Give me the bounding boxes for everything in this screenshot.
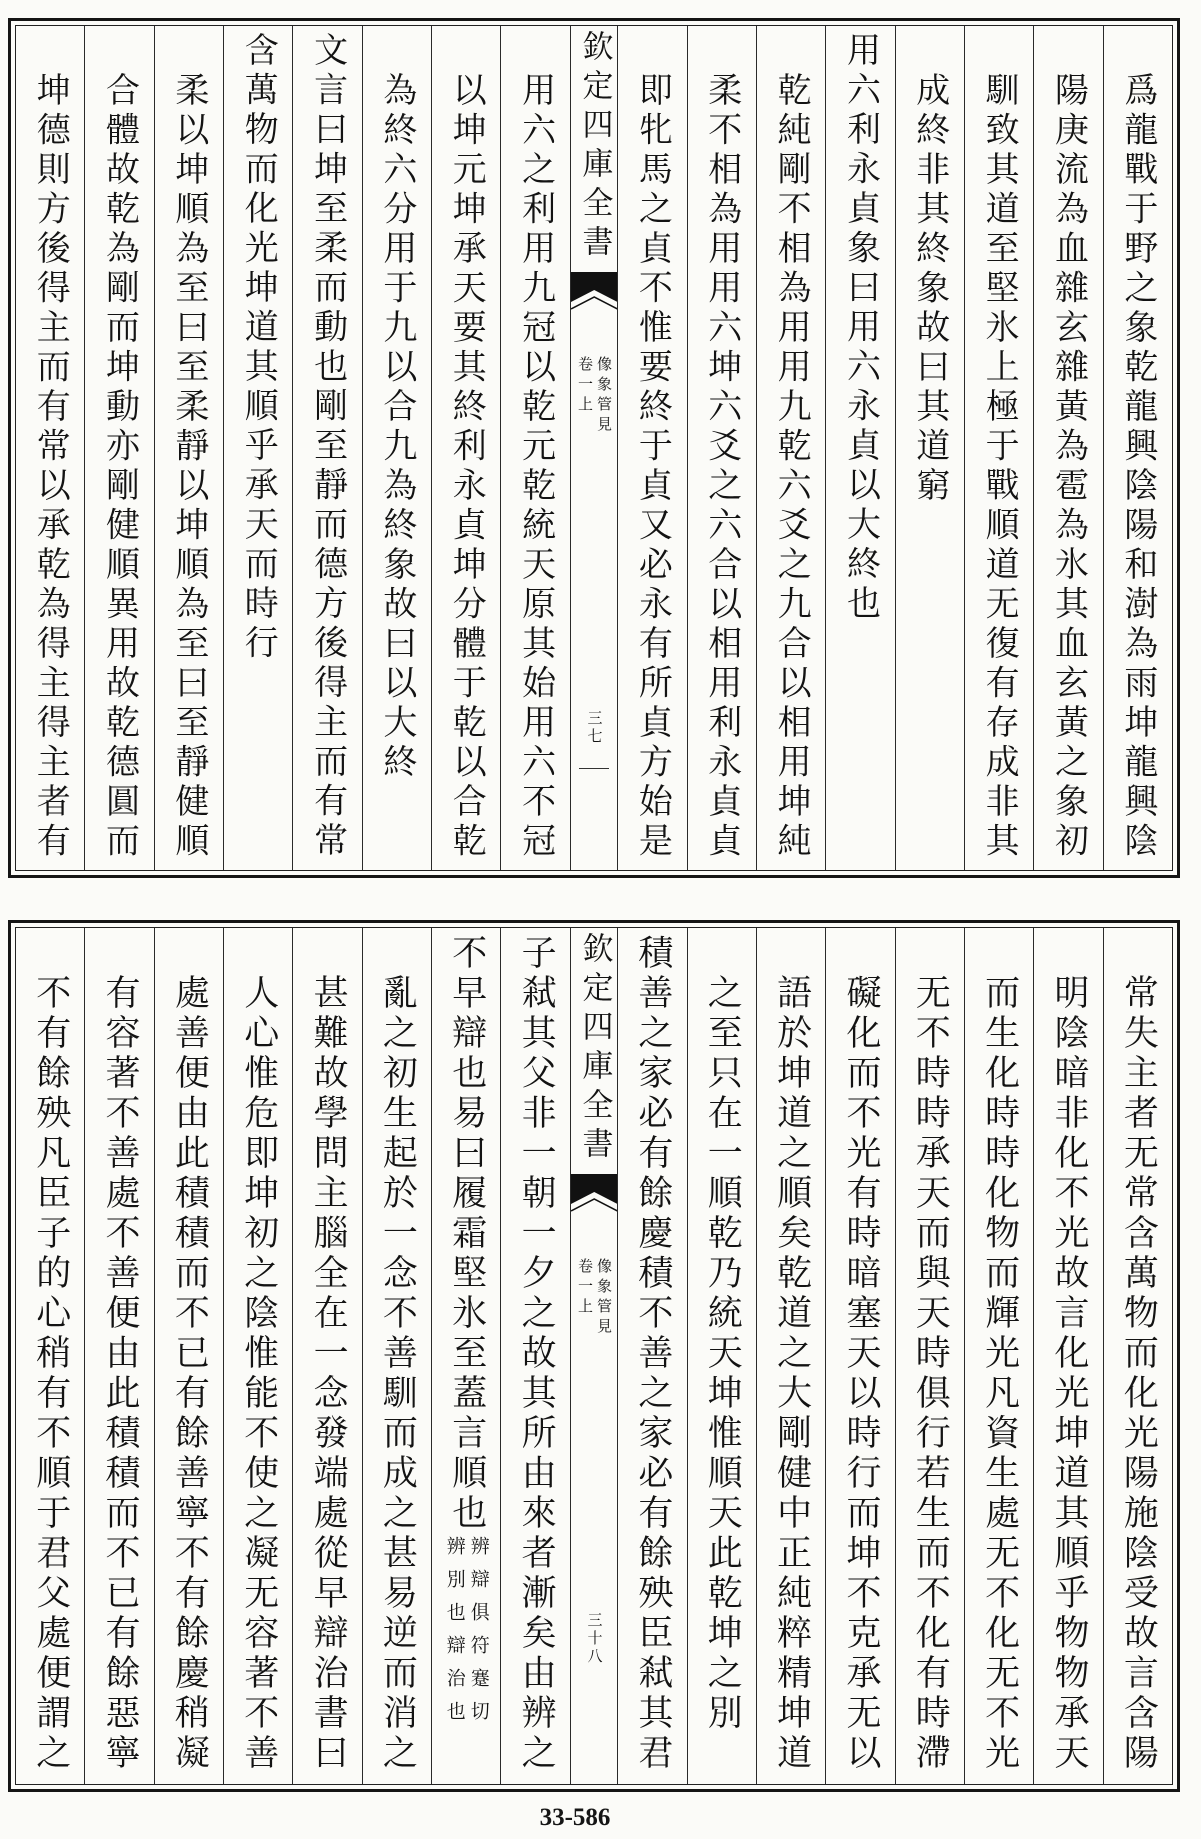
column-text: 用六之利用九冠以乾元乾統天原其始用六不冠 bbox=[515, 71, 556, 862]
column-text: 柔以坤順為至曰至柔靜以坤順為至曰至靜健順 bbox=[168, 71, 209, 862]
column-text: 柔不相為用用六坤六爻之六合以相用利永貞貞 bbox=[701, 71, 742, 862]
text-column bbox=[16, 26, 84, 870]
page-frame bbox=[15, 927, 1173, 1785]
column-text: 爲龍戰于野之象乾龍興陰陽和澍為雨坤龍興陰 bbox=[1117, 71, 1158, 862]
text-column bbox=[223, 26, 292, 870]
text-column bbox=[84, 928, 153, 1784]
column-text: 无不時時承天而與天時俱行若生而不化有時滯 bbox=[910, 974, 951, 1774]
column-text: 有容著不善處不善便由此積積而不已有餘惡寧 bbox=[100, 974, 141, 1774]
text-column bbox=[223, 928, 292, 1784]
note-line: 辨別也辯治也 bbox=[443, 1536, 466, 1734]
text-column bbox=[1033, 928, 1102, 1784]
center-margin-column bbox=[570, 26, 617, 870]
column-text: 亂之初生起於一念不善馴而成之甚易逆而消之 bbox=[377, 974, 418, 1774]
column-text: 人心惟危即坤初之陰惟能不使之凝无容著不善 bbox=[238, 974, 279, 1774]
text-column bbox=[1103, 26, 1172, 870]
book-volume-label bbox=[576, 356, 614, 436]
fish-tail-mark bbox=[571, 272, 617, 312]
column-text: 為終六分用于九以合九為終象故曰以大終 bbox=[376, 71, 417, 783]
column-text: 而生化時時化物而輝光凡資生處无不化无不光 bbox=[979, 974, 1020, 1774]
text-column bbox=[756, 928, 825, 1784]
column-text: 不早辯也易曰履霜堅氷至蓋言順也 bbox=[446, 934, 487, 1534]
center-margin-column bbox=[570, 928, 617, 1784]
column-text: 處善便由此積積而不已有餘善寧不有餘慶稍凝 bbox=[169, 974, 210, 1774]
text-column bbox=[825, 928, 894, 1784]
text-column bbox=[1103, 928, 1172, 1784]
column-text: 常失主者无常含萬物而化光陽施陰受故言含陽 bbox=[1118, 974, 1159, 1774]
text-column bbox=[362, 26, 431, 870]
page-number: 三七 bbox=[585, 710, 604, 746]
collection-title: 欽定四庫全書 bbox=[576, 30, 613, 264]
column-text: 文言曰坤至柔而動也剛至靜而德方後得主而有常 bbox=[307, 32, 348, 862]
column-text: 積善之家必有餘慶積不善之家必有餘殃臣弒其君 bbox=[632, 934, 673, 1774]
book-volume-label bbox=[576, 1258, 614, 1338]
column-text: 合體故乾為剛而坤動亦剛健順異用故乾德圓而 bbox=[99, 71, 140, 862]
column-text: 用六利永貞象曰用六永貞以大終也 bbox=[840, 32, 881, 625]
fish-tail-mark bbox=[571, 1174, 617, 1214]
text-column bbox=[964, 26, 1033, 870]
column-text: 成終非其終象故曰其道窮 bbox=[909, 71, 950, 506]
column-text: 甚難故學問主腦全在一念發端處從早辯治書曰 bbox=[308, 974, 349, 1774]
text-column bbox=[1033, 26, 1102, 870]
text-column bbox=[154, 26, 223, 870]
text-column bbox=[895, 928, 964, 1784]
divider bbox=[579, 768, 609, 769]
column-text: 即牝馬之貞不惟要終于貞又必永有所貞方始是 bbox=[632, 71, 673, 862]
text-column bbox=[500, 928, 569, 1784]
text-column bbox=[154, 928, 223, 1784]
text-column bbox=[687, 928, 756, 1784]
text-column bbox=[500, 26, 569, 870]
note-line: 辨辯俱符蹇切 bbox=[467, 1536, 490, 1734]
column-text: 坤德則方後得主而有常以承乾為得主得主者有 bbox=[30, 71, 71, 862]
column-text: 明陰暗非化不光故言化光坤道其順乎物物承天 bbox=[1048, 974, 1089, 1774]
page-number: 三十八 bbox=[585, 1612, 604, 1666]
text-column bbox=[617, 928, 686, 1784]
text-column bbox=[16, 928, 84, 1784]
scan-page-number: 33-586 bbox=[539, 1804, 611, 1831]
column-text: 陽庚流為血雜玄雜黃為雹為氷其血玄黃之象初 bbox=[1048, 71, 1089, 862]
text-column bbox=[825, 26, 894, 870]
text-column bbox=[431, 26, 500, 870]
book-title: 像象管見 bbox=[595, 1258, 614, 1338]
column-text: 礙化而不光有時暗塞天以時行而坤不克承无以 bbox=[840, 974, 881, 1774]
text-column bbox=[756, 26, 825, 870]
text-column bbox=[431, 928, 500, 1784]
column-text: 乾純剛不相為用用九乾六爻之九合以相用坤純 bbox=[771, 71, 812, 862]
column-text: 以坤元坤承天要其終利永貞坤分體于乾以合乾 bbox=[446, 71, 487, 862]
interlinear-note bbox=[445, 1536, 488, 1734]
text-column bbox=[687, 26, 756, 870]
column-text: 之至只在一順乾乃統天坤惟順天此乾坤之別 bbox=[702, 974, 743, 1734]
page-panel-top bbox=[8, 18, 1180, 878]
column-text: 語於坤道之順矣乾道之大剛健中正純粹精坤道 bbox=[771, 974, 812, 1774]
column-text: 含萬物而化光坤道其順乎承天而時行 bbox=[238, 32, 279, 664]
text-column bbox=[292, 928, 361, 1784]
page-frame bbox=[15, 25, 1173, 871]
text-column bbox=[292, 26, 361, 870]
text-column bbox=[362, 928, 431, 1784]
column-text: 子弒其父非一朝一夕之故其所由來者漸矣由辨之 bbox=[516, 934, 557, 1774]
text-column bbox=[617, 26, 686, 870]
volume-label: 卷一上 bbox=[576, 356, 595, 416]
book-title: 像象管見 bbox=[595, 356, 614, 436]
page-panel-bottom bbox=[8, 920, 1180, 1792]
text-column bbox=[84, 26, 153, 870]
text-column bbox=[964, 928, 1033, 1784]
column-text: 不有餘殃凡臣子的心稍有不順于君父處便謂之 bbox=[30, 974, 71, 1774]
column-text: 馴致其道至堅氷上極于戰順道无復有存成非其 bbox=[979, 71, 1020, 862]
collection-title: 欽定四庫全書 bbox=[576, 932, 613, 1166]
text-column bbox=[895, 26, 964, 870]
volume-label: 卷一上 bbox=[576, 1258, 595, 1318]
